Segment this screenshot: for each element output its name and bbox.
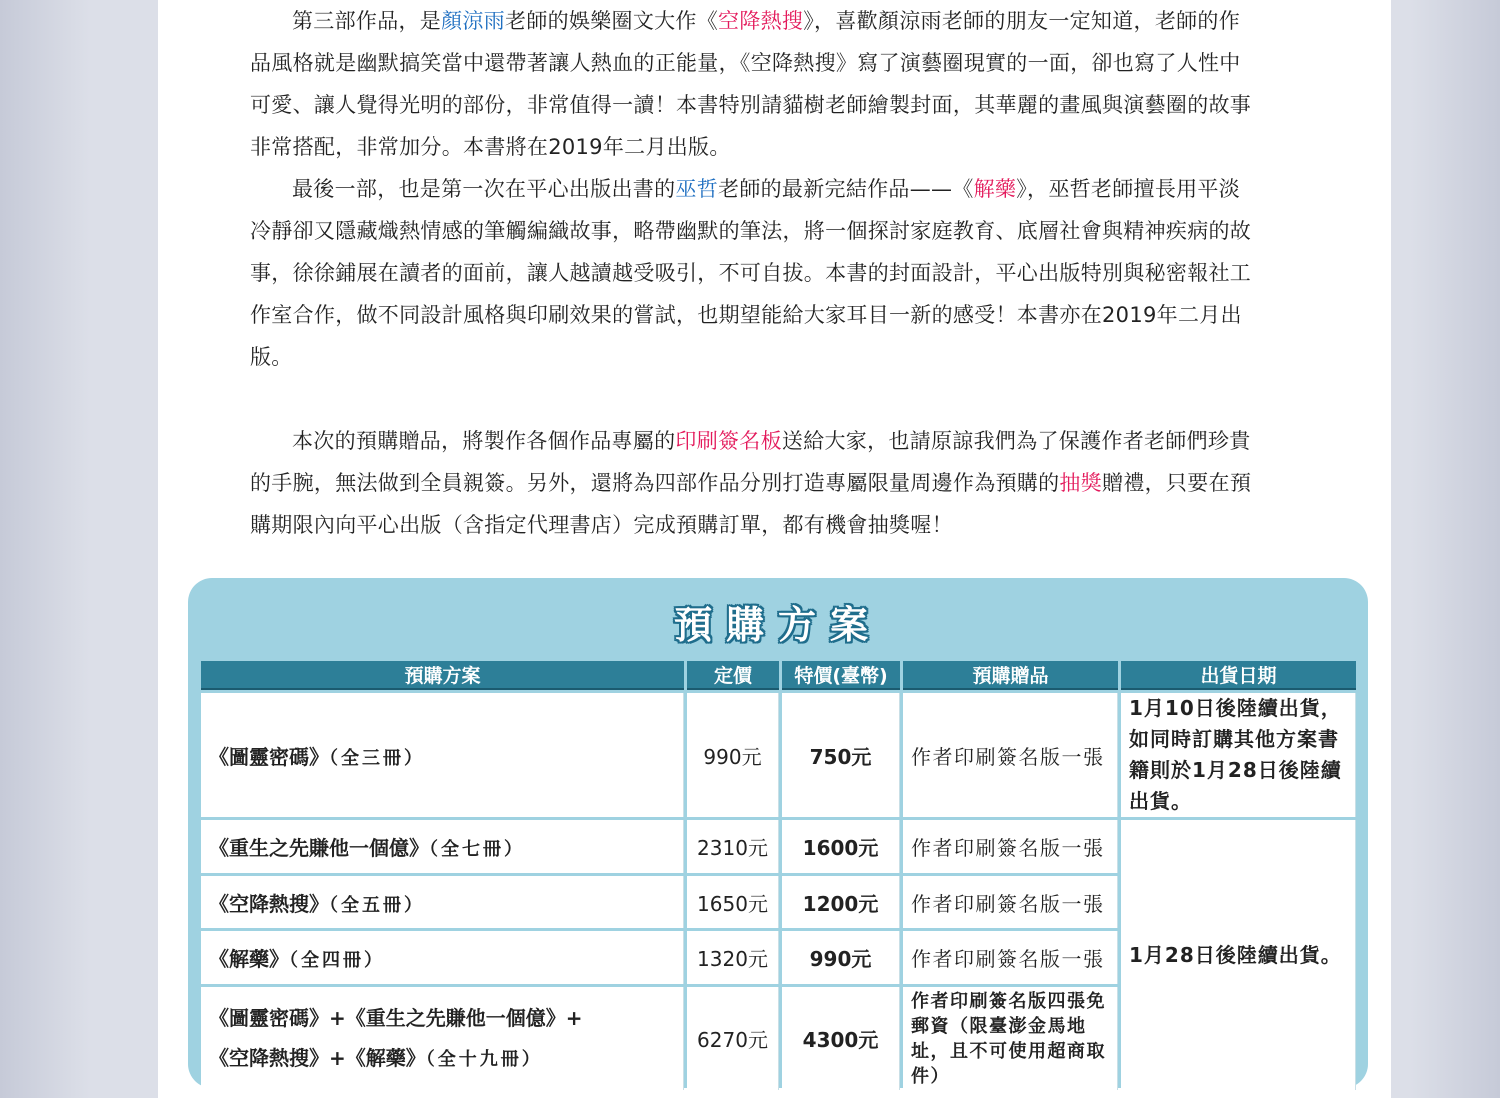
list-price: 2310元 — [687, 820, 779, 873]
text-run: 本次的預購贈品，將製作各個作品專屬的 — [292, 429, 676, 453]
plan-volumes: （全十九冊） — [425, 1048, 543, 1070]
header-plan: 預購方案 — [201, 661, 684, 690]
plan-title-cell — [201, 876, 684, 928]
plan-title: 《空降熱搜》 — [209, 891, 329, 916]
special-price: 4300元 — [782, 987, 900, 1090]
gift-cell: 作者印刷簽名版一張 — [903, 820, 1118, 873]
plan-title: 《圖靈密碼》+《重生之先賺他一個億》+ — [209, 1005, 583, 1030]
author-name-highlight: 巫哲 — [675, 177, 719, 201]
text-run: 老師的娛樂圈文大作《 — [505, 9, 719, 33]
text-run: 贈禮，只要在預購期限內向平心出版（含指定代理書店）完成預購訂單，都有機會抽獎喔！ — [250, 471, 1252, 537]
header-special-price: 特價(臺幣) — [782, 661, 900, 690]
text-run: 第三部作品，是 — [292, 9, 442, 33]
list-price: 6270元 — [687, 987, 779, 1090]
text-run: 》，喜歡顏涼雨老師的朋友一定知道，老師的作品風格就是幽默搞笑當中還帶著讓人熱血的正能量，《空降熱搜》寫了演藝圈現實的一面，卻也寫了人性中可愛、讓人覺得光明的部份，非常值得一讀！本書特別請貓樹老師繪製封面，其華麗的畫風與演藝圈的故事非常搭配，非常加分。本書將在2019年二月出版。 — [250, 9, 1252, 159]
table-row — [201, 693, 1356, 817]
author-name-highlight: 顏涼雨 — [441, 9, 506, 33]
table-header-row — [201, 661, 1356, 690]
paragraph-third-work — [250, 0, 1260, 168]
plan-volumes: （全三冊） — [329, 747, 425, 769]
text-run: 老師的最新完結作品——《 — [718, 177, 974, 201]
ship-date-cell: 1月28日後陸續出貨。 — [1121, 820, 1356, 1090]
plan-volumes: （全四冊） — [289, 950, 385, 971]
gift-highlight: 印刷簽名板 — [675, 429, 782, 453]
paragraph-preorder-gifts — [250, 420, 1260, 546]
header-price: 定價 — [687, 661, 779, 690]
gift-cell: 作者印刷簽名版四張免郵資（限臺澎金馬地址，且不可使用超商取件） — [903, 987, 1118, 1090]
gift-cell: 作者印刷簽名版一張 — [903, 876, 1118, 928]
list-price: 1320元 — [687, 931, 779, 984]
plan-title-line2: 《空降熱搜》+《解藥》 — [209, 1045, 426, 1070]
book-title-highlight: 空降熱搜 — [718, 9, 804, 33]
gift-cell: 作者印刷簽名版一張 — [903, 693, 1118, 817]
header-gift: 預購贈品 — [903, 661, 1118, 690]
content-page — [158, 0, 1391, 1098]
special-price: 990元 — [782, 931, 900, 984]
lottery-highlight: 抽獎 — [1059, 471, 1103, 495]
special-price: 1600元 — [782, 820, 900, 873]
preorder-plan-table — [198, 658, 1359, 1093]
paragraph-last-work — [250, 168, 1260, 378]
plan-volumes: （全七冊） — [429, 839, 525, 860]
list-price: 1650元 — [687, 876, 779, 928]
paragraph-spacer — [250, 378, 1260, 420]
text-run: 》，巫哲老師擅長用平淡冷靜卻又隱藏熾熱情感的筆觸編織故事，略帶幽默的筆法，將一個探討家庭教育、底層社會與精神疾病的故事，徐徐鋪展在讀者的面前，讓人越讀越受吸引，不可自拔。本書的封面設計，平心出版特別與秘密報社工作室合作，做不同設計風格與印刷效果的嘗試，也期望能給大家耳目一新的感受！本書亦在2019年二月出版。 — [250, 177, 1252, 369]
plan-title-cell — [201, 931, 684, 984]
list-price: 990元 — [687, 693, 779, 817]
plan-title: 《重生之先賺他一個億》 — [209, 836, 429, 860]
header-ship-date: 出貨日期 — [1121, 661, 1356, 690]
panel-title: 預購方案 — [673, 602, 882, 647]
text-run: 最後一部，也是第一次在平心出版出書的 — [292, 177, 676, 201]
ship-date-cell: 1月10日後陸續出貨，如同時訂購其他方案書籍則於1月28日後陸續出貨。 — [1121, 693, 1356, 817]
plan-title: 《解藥》 — [209, 947, 289, 971]
text-run: 送給大家，也請原諒我們為了保護作者老師們珍貴的手腕，無法做到全員親簽。另外，還將為四部作品分別打造專屬限量周邊作為預購的 — [250, 429, 1251, 495]
special-price: 750元 — [782, 693, 900, 817]
plan-title-cell — [201, 987, 684, 1090]
gift-cell: 作者印刷簽名版一張 — [903, 931, 1118, 984]
plan-title-cell — [201, 693, 684, 817]
plan-title: 《圖靈密碼》 — [209, 744, 329, 769]
article-body — [250, 0, 1260, 546]
plan-title-cell — [201, 820, 684, 873]
special-price: 1200元 — [782, 876, 900, 928]
table-row — [201, 820, 1356, 873]
book-title-highlight: 解藥 — [973, 177, 1017, 201]
preorder-plan-panel — [188, 578, 1368, 1088]
plan-volumes: （全五冊） — [329, 894, 425, 916]
